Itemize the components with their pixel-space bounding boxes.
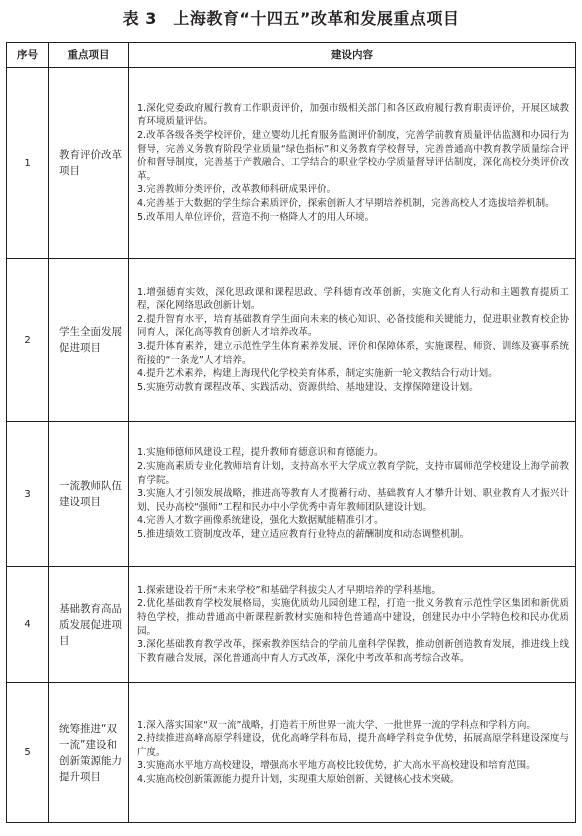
table-row bbox=[7, 422, 576, 567]
row-index: 2 bbox=[7, 259, 49, 422]
row-project: 教育评价改革项目 bbox=[49, 68, 129, 259]
content-item: 4.提升艺术素养，构建上海现代化学校美育体系，制定实施新一轮文教结合行动计划。 bbox=[137, 368, 498, 380]
content-item: 4.完善基于大数据的学生综合素质评价，探索创新人才早期培养机制，完善高校人才选拔培养机制。 bbox=[137, 197, 555, 209]
row-index: 1 bbox=[7, 68, 49, 259]
row-index: 5 bbox=[7, 683, 49, 823]
row-content bbox=[129, 422, 576, 567]
table-row bbox=[7, 68, 576, 259]
content-item: 3.实施人才引领发展战略，推进高等教育人才揽蓄行动、基础教育人才攀升计划、职业教育人才振兴计划、民办高校“强师”工程和民办中小学优秀中青年教师团队建设计划。 bbox=[137, 488, 569, 513]
table-row bbox=[7, 567, 576, 683]
content-item: 2.提升智育水平，培育基础教育学生面向未来的核心知识、必备技能和关键能力，促进职业教育校企协同育人，深化高等教育创新人才培养改革。 bbox=[137, 313, 569, 339]
header-project: 重点项目 bbox=[49, 43, 129, 68]
row-index: 4 bbox=[7, 567, 49, 683]
content-item: 3.提升体育素养，建立示范性学生体育素养发展、评价和保障体系，实施课程、师资、训练及赛事系统衔接的“一条龙”人才培养。 bbox=[137, 341, 569, 366]
content-item: 1.深化党委政府履行教育工作职责评价，加强市级相关部门和各区政府履行教育职责评价，开展区域教育环境质量评估。 bbox=[137, 102, 569, 128]
content-item: 1.深入落实国家“双一流”战略，打造若干所世界一流大学、一批世界一流的学科点和学科方向。 bbox=[137, 719, 536, 731]
row-index: 3 bbox=[7, 422, 49, 567]
content-item: 2.持续推进高峰高原学科建设，优化高峰学科布局，提升高峰学科竞争优势，拓展高原学科建设深度与广度。 bbox=[137, 733, 569, 758]
content-item: 1.实施师德师风建设工程，提升教师育德意识和育德能力。 bbox=[137, 447, 384, 459]
content-item: 3.深化基础教育教学改革，探索教养医结合的学前儿童科学保教，推动创新创造教育发展，推进线上线下教育融合发展，深化普通高中育人方式改革，深化中考改革和高考综合改革。 bbox=[137, 639, 569, 664]
content-item: 5.改革用人单位评价，营造不拘一格降人才的用人环境。 bbox=[137, 211, 375, 223]
header-index: 序号 bbox=[7, 43, 49, 68]
row-content bbox=[129, 68, 576, 259]
content-item: 3.完善教师分类评价，改革教师科研成果评价。 bbox=[137, 184, 337, 196]
header-content: 建设内容 bbox=[129, 43, 576, 68]
content-item: 2.优化基础教育学校发展格局，实施优质幼儿园创建工程，打造一批义务教育示范性学区集团和新优质特色学校，推动普通高中新课程新教材实施和特色普通高中建设，创建民办中小学特色校和民办优质园。 bbox=[137, 598, 569, 637]
content-item: 1.探索建设若干所“未来学校”和基础学科拔尖人才早期培养的学科基地。 bbox=[137, 584, 441, 596]
header-row bbox=[7, 43, 576, 68]
table-title: 表 3 上海教育“十四五”改革和发展重点项目 bbox=[122, 9, 460, 28]
content-item: 5.实施劳动教育课程改革、实践活动、资源供给、基地建设、支撑保障建设计划。 bbox=[137, 381, 479, 393]
content-item: 1.增强德育实效，深化思政课和课程思政、学科德育改革创新，实施文化育人行动和主题教育提质工程，深化网络思政创新计划。 bbox=[137, 286, 569, 312]
content-item: 5.推进绩效工资制度改革，建立适应教育行业特点的薪酬制度和动态调整机制。 bbox=[137, 528, 470, 540]
row-project: 基础教育高品质发展促进项目 bbox=[49, 567, 129, 683]
key-projects-table bbox=[6, 42, 576, 823]
content-item: 4.完善人才数字画像系统建设，强化大数据赋能精准引才。 bbox=[137, 515, 384, 527]
row-project: 统筹推进“双一流”建设和创新策源能力提升项目 bbox=[49, 683, 129, 823]
row-content bbox=[129, 259, 576, 422]
row-content bbox=[129, 683, 576, 823]
row-content bbox=[129, 567, 576, 683]
row-project: 学生全面发展促进项目 bbox=[49, 259, 129, 422]
table-row bbox=[7, 683, 576, 823]
table-row bbox=[7, 259, 576, 422]
row-project: 一流教师队伍建设项目 bbox=[49, 422, 129, 567]
content-item: 4.实施高校创新策源能力提升计划，实现重大原始创新、关键核心技术突破。 bbox=[137, 773, 460, 785]
content-item: 3.实施高水平地方高校建设，增强高水平地方高校比较优势，扩大高水平高校建设和培育范围。 bbox=[137, 760, 536, 772]
content-item: 2.改革各级各类学校评价，建立婴幼儿托育服务监测评价制度，完善学前教育质量评估监测和办园行为督导，完善义务教育阶段学业质量“绿色指标”和义务教育学校督导，完善普通高中教育教学质量综合评价和督导制度，完善基于产教融合、工学结合的职业学校办学质量督导评估制度，深化高校分类评价改革。 bbox=[137, 130, 569, 182]
content-item: 2.实施高素质专业化教师培育计划，支持高水平大学成立教育学院，支持市属师范学校建设上海学前教育学院。 bbox=[137, 461, 569, 486]
